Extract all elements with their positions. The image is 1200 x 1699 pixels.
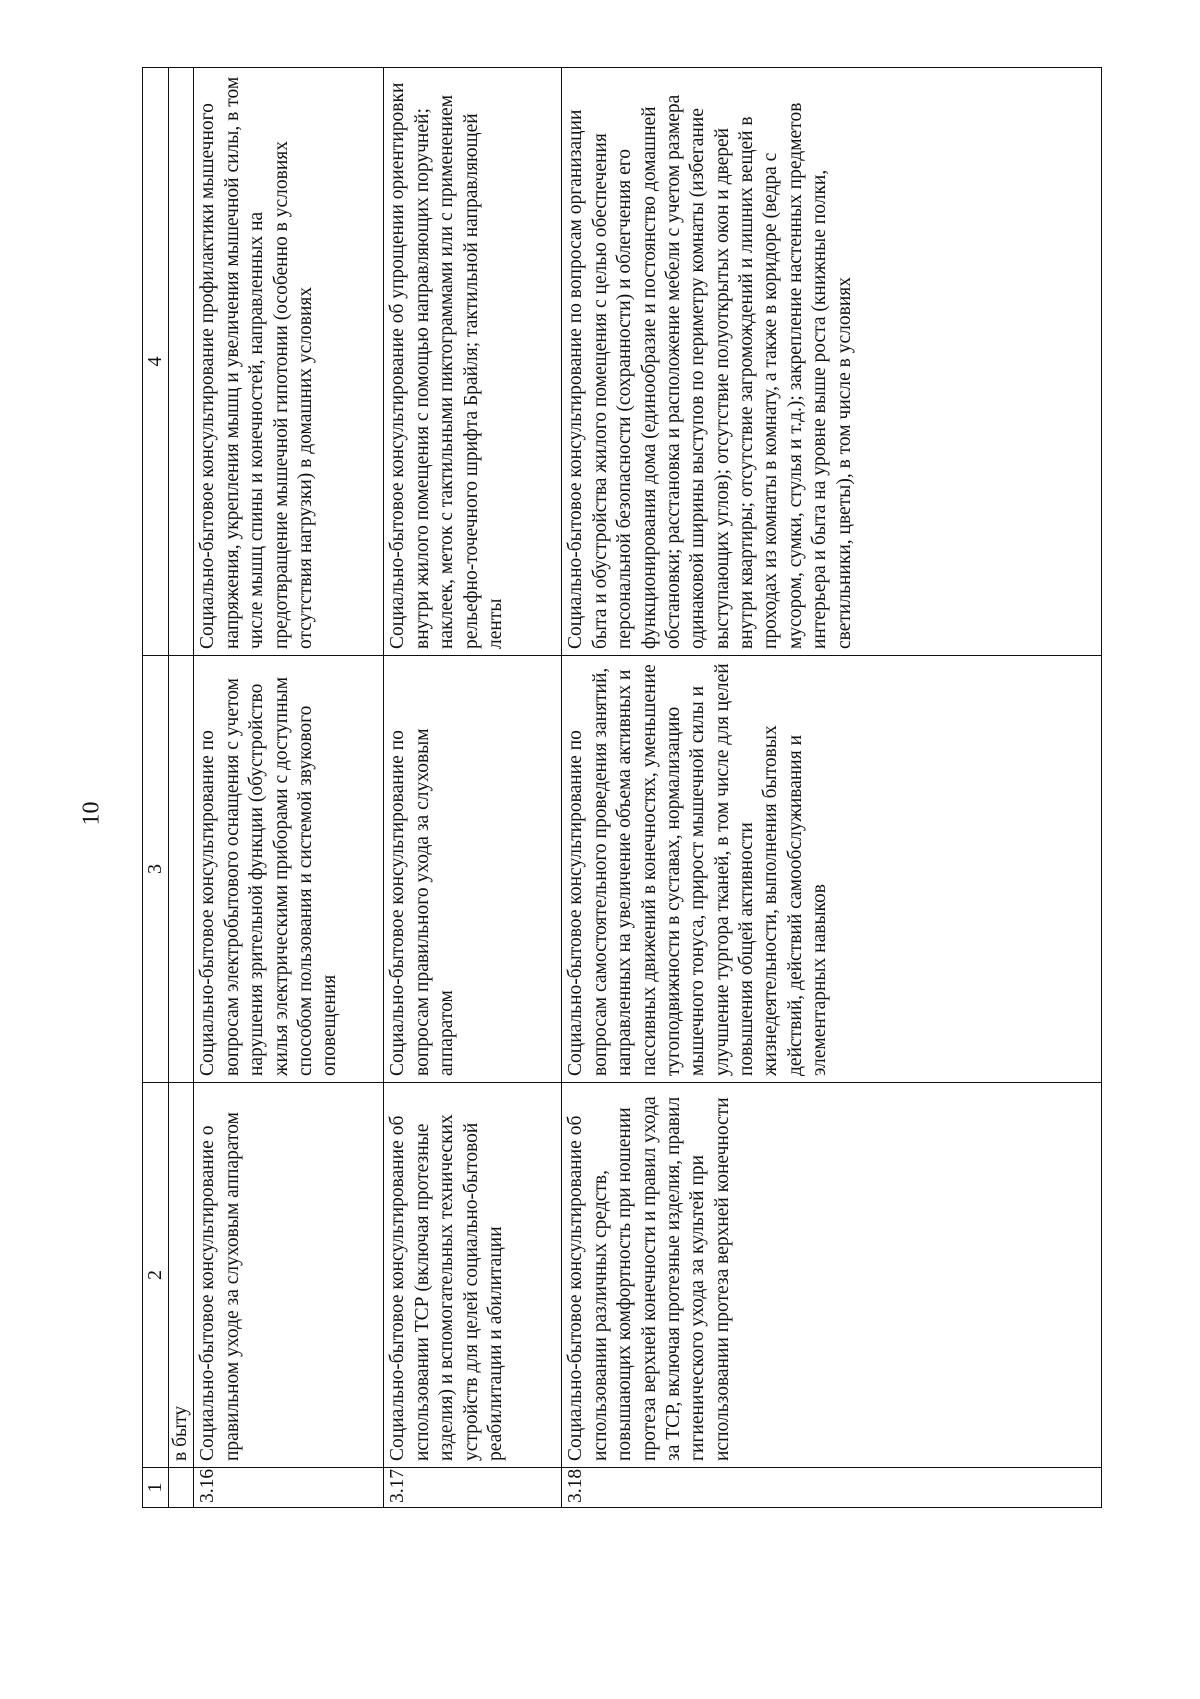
consultation-table <box>142 67 1102 1508</box>
row-number: 3.18 <box>562 1468 1102 1508</box>
continuation-cell-1 <box>169 1468 194 1508</box>
rotated-table-frame <box>142 68 1102 1508</box>
continuation-cell-4 <box>169 68 194 656</box>
row-col3-cell: Социально-бытовое консультирование по вопросам электробытового оснащения с учетом нарушения зрительной функции (обустройство жилья электрическими приборами с доступным способом пользования и системой звукового оповещения <box>194 656 384 1083</box>
table-row <box>194 68 384 1508</box>
row-col4-cell: Социально-бытовое консультирование профилактики мышечного напряжения, укрепления мышц и увеличения мышечной силы, в том числе мышц спины и конечностей, направленных на предотвращение мышечной гипотонии (особенно в условиях отсутствия нагрузки) в домашних условиях <box>194 68 384 656</box>
row-col3-cell: Социально-бытовое консультирование по вопросам самостоятельного проведения занятий, направленных на увеличение объема активных и пассивных движений в конечностях, уменьшение тугоподвижности в суставах, нормализацию мышечного тонуса, прирост мышечной силы и улучшение тургора тканей, в том числе для целей повышения общей активности жизнедеятельности, выполнения бытовых действий, действий самообслуживания и элементарных навыков <box>562 656 1102 1083</box>
header-row <box>143 68 169 1508</box>
table-row <box>384 68 562 1508</box>
page-number: 10 <box>78 801 105 826</box>
header-cell-1: 1 <box>143 1468 169 1508</box>
row-col2-cell: Социально-бытовое консультирование об использовании различных средств, повышающих комфортность при ношении протеза верхней конечности и правил ухода за ТСР, включая протезные изделия, правил гигиенического ухода за культей при использовании протеза верхней конечности <box>562 1083 1102 1468</box>
header-cell-4: 4 <box>143 68 169 656</box>
continuation-cell-3 <box>169 656 194 1083</box>
continuation-cell-2: в быту <box>169 1083 194 1468</box>
table-row <box>562 68 1102 1508</box>
header-cell-3: 3 <box>143 656 169 1083</box>
row-col2-cell: Социально-бытовое консультирование об использовании ТСР (включая протезные изделия) и вспомогательных технических устройств для целей социально-бытовой реабилитации и абилитации <box>384 1083 562 1468</box>
row-number: 3.17 <box>384 1468 562 1508</box>
row-col4-cell: Социально-бытовое консультирование по вопросам организации быта и обустройства жилого помещения с целью обеспечения персональной безопасности (сохранности) и облегчения его функционирования дома (единообразие и постоянство домашней обстановки; расстановка и расположение мебели с учетом размера одинаковой ширины выступов по периметру комнаты (избегание выступающих углов); отсутствие полуоткрытых окон и дверей внутри квартиры; отсутствие загромождений и лишних вещей в проходах из комнаты в комнату, а также в коридоре (ведра с мусором, сумки, стулья и т.д.); закрепление настенных предметов интерьера и быта на уровне выше роста (книжные полки, светильники, цветы), в том числе в условиях <box>562 68 1102 656</box>
row-col2-cell: Социально-бытовое консультирование о правильном уходе за слуховым аппаратом <box>194 1083 384 1468</box>
row-col3-cell: Социально-бытовое консультирование по вопросам правильного ухода за слуховым аппаратом <box>384 656 562 1083</box>
continuation-row <box>169 68 194 1508</box>
header-cell-2: 2 <box>143 1083 169 1468</box>
row-col4-cell: Социально-бытовое консультирование об упрощении ориентировки внутри жилого помещения с помощью направляющих поручней; наклеек, меток с тактильными пиктограммами или с применением рельефно-точечного шрифта Брайля; тактильной направляющей ленты <box>384 68 562 656</box>
row-number: 3.16 <box>194 1468 384 1508</box>
